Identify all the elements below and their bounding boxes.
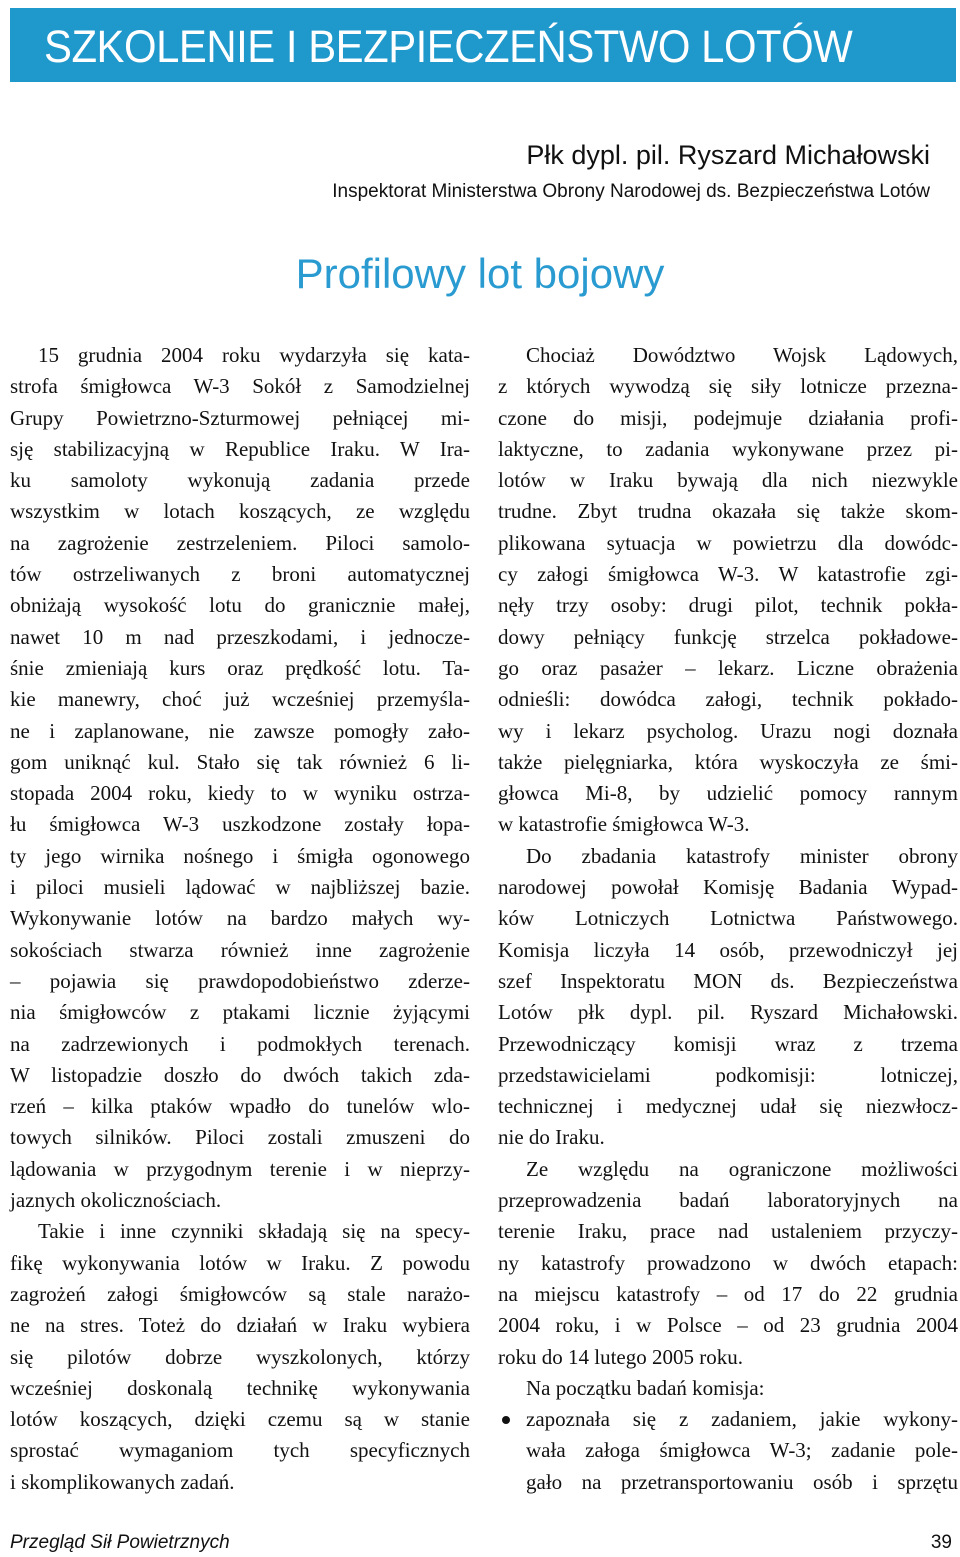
- text-line: Do zbadania katastrofy minister obrony: [526, 843, 958, 868]
- text-line: Wykonywanie lotów na bardzo małych wy-: [10, 906, 470, 931]
- text-line: na zadrzewionych i podmokłych terenach.: [10, 1031, 470, 1056]
- author-affiliation: Inspektorat Ministerstwa Obrony Narodowej ds. Bezpieczeństwa Lotów: [332, 181, 930, 202]
- text-line: ty jego wirnika nośnego i śmigła ogonowego: [10, 843, 470, 868]
- text-line: kie manewry, choć już wcześniej przemyśla-: [10, 687, 470, 712]
- section-title: SZKOLENIE I BEZPIECZEŃSTWO LOTÓW: [44, 21, 853, 72]
- text-line: technicznej i medycznej udał się niezwłocz-: [498, 1094, 958, 1119]
- text-line: stopada 2004 roku, kiedy to w wyniku ostrza-: [10, 781, 470, 806]
- text-line: plikowana sytuacja w powietrzu dla dowódc-: [498, 530, 958, 555]
- text-line: także pielęgniarka, która wyskoczyła ze śmi-: [498, 749, 958, 774]
- bullet-dot: [502, 1416, 510, 1424]
- text-line: sję stabilizacyjną w Republice Iraku. W Ira-: [10, 436, 470, 461]
- text-line: tów ostrzeliwanych z broni automatycznej: [10, 562, 470, 587]
- text-line: towych silników. Piloci zostali zmuszeni do: [10, 1125, 470, 1150]
- text-line: 2004 roku, i w Polsce – od 23 grudnia 2004: [498, 1313, 958, 1338]
- text-line: czone do misji, podejmuje działania profi-: [498, 405, 958, 430]
- text-line: strofa śmigłowca W-3 Sokół z Samodzielnej: [10, 374, 470, 399]
- text-line: ków Lotniczych Lotnictwa Państwowego.: [498, 906, 958, 931]
- text-line: jaznych okolicznościach.: [10, 1188, 222, 1213]
- text-line: nia śmigłowców z ptakami licznie żyjącymi: [10, 1000, 470, 1025]
- text-line: fikę wykonywania lotów w Iraku. Z powodu: [10, 1250, 470, 1275]
- text-line: Na początku badań komisja:: [526, 1375, 765, 1400]
- page-number: 39: [930, 1532, 952, 1553]
- text-line: na miejscu katastrofy – od 17 do 22 grudnia: [498, 1281, 958, 1306]
- text-line: ku samoloty wykonują zadania przede: [10, 468, 470, 493]
- text-line: i skomplikowanych zadań.: [10, 1469, 235, 1494]
- author-name: Płk dypl. pil. Ryszard Michałowski: [526, 140, 930, 170]
- text-line: gało na przetransportowaniu osób i sprzętu: [526, 1469, 958, 1494]
- text-line: ny katastrofy prowadzono w dwóch etapach:: [498, 1250, 958, 1275]
- text-line: na zagrożenie zestrzeleniem. Piloci samolo-: [10, 530, 470, 555]
- text-line: gom uniknąć kul. Stało się tak również 6 li-: [10, 749, 470, 774]
- text-line: zapoznała się z zadaniem, jakie wykony-: [526, 1407, 958, 1432]
- text-line: dowy pełniący funkcję strzelca pokładowe-: [498, 624, 958, 649]
- text-line: śnie zmieniają kurs oraz prędkość lotu. Ta-: [10, 655, 470, 680]
- text-line: terenie Iraku, prace nad ustaleniem przyczy-: [498, 1219, 958, 1244]
- text-line: narodowej powołał Komisję Badania Wypad-: [498, 875, 958, 900]
- text-line: W listopadzie doszło do dwóch takich zda-: [10, 1062, 470, 1087]
- text-line: 15 grudnia 2004 roku wydarzyła się kata-: [38, 343, 470, 367]
- text-line: Lotów płk dypl. pil. Ryszard Michałowski.: [498, 1000, 958, 1025]
- text-line: Ze względu na ograniczone możliwości: [526, 1156, 958, 1181]
- text-line: ne i zaplanowane, nie zawsze pomogły zało-: [10, 718, 470, 743]
- text-line: Grupy Powietrzno-Szturmowej pełniącej mi-: [10, 405, 470, 430]
- text-line: łu śmigłowca W-3 uszkodzone zostały łopa-: [10, 812, 470, 837]
- text-line: go oraz pasażer – lekarz. Liczne obrażenia: [498, 655, 958, 680]
- text-line: nie do Iraku.: [498, 1125, 605, 1150]
- journal-name: Przegląd Sił Powietrznych: [10, 1532, 230, 1553]
- text-line: Przewodniczący komisji wraz z trzema: [498, 1031, 958, 1056]
- text-line: – pojawia się prawdopodobieństwo zderze-: [10, 968, 470, 993]
- text-line: Komisja liczyła 14 osób, przewodniczył jej: [498, 937, 958, 962]
- text-line: w katastrofie śmigłowca W-3.: [498, 812, 750, 837]
- text-line: nęły trzy osoby: drugi pilot, technik pokła-: [498, 593, 958, 618]
- text-line: z których wywodzą się siły lotnicze przezna-: [498, 374, 958, 399]
- text-line: wy i lekarz psycholog. Urazu nogi doznała: [498, 718, 958, 743]
- text-line: lądowania w przygodnym terenie i w nieprzy-: [10, 1156, 470, 1181]
- text-line: lotów w Iraku bywają dla nich niezwykle: [498, 468, 958, 493]
- text-line: laktyczne, to zadania wykonywane przez pi-: [498, 436, 958, 461]
- text-line: Chociaż Dowództwo Wojsk Lądowych,: [526, 343, 958, 367]
- article-title: Profilowy lot bojowy: [295, 250, 665, 297]
- text-line: sprostać wymaganiom tych specyficznych: [10, 1438, 470, 1463]
- text-line: ne na stres. Toteż do działań w Iraku wybiera: [10, 1313, 470, 1338]
- text-line: nawet 10 m nad przeszkodami, i jednocze-: [10, 624, 470, 649]
- text-line: cy załogi śmigłowca W-3. W katastrofie zgi-: [498, 562, 958, 587]
- text-line: sokościach stwarza również inne zagrożenie: [10, 937, 470, 962]
- text-line: szef Inspektoratu MON ds. Bezpieczeństwa: [498, 968, 958, 993]
- text-line: wała załoga śmigłowca W-3; zadanie pole-: [526, 1438, 958, 1463]
- text-line: przeprowadzenia badań laboratoryjnych na: [498, 1188, 958, 1213]
- text-line: głowca Mi-8, by udzielić pomocy rannym: [498, 781, 958, 806]
- text-line: rzeń – kilka ptaków wpadło do tunelów wlo-: [10, 1094, 470, 1119]
- right-column: [498, 340, 958, 1498]
- text-line: obniżają wysokość lotu do granicznie małej,: [10, 593, 470, 618]
- text-line: Takie i inne czynniki składają się na specy-: [38, 1219, 470, 1244]
- text-line: lotów koszących, dzięki czemu są w stanie: [10, 1407, 470, 1432]
- text-line: roku do 14 lutego 2005 roku.: [498, 1344, 743, 1369]
- text-line: trudne. Zbyt trudna okazała się także skom-: [498, 499, 958, 524]
- text-line: wszystkim w lotach koszących, ze względu: [10, 499, 470, 524]
- text-line: się pilotów dobrze wyszkolonych, którzy: [10, 1344, 470, 1369]
- text-line: przedstawicielami podkomisji: lotniczej,: [498, 1062, 958, 1087]
- text-line: zagrożeń załogi śmigłowców są stale narażo-: [10, 1281, 470, 1306]
- bullet-item: [498, 1404, 958, 1498]
- text-line: odnieśli: dowódca załogi, technik pokłado-: [498, 687, 958, 712]
- text-line: wcześniej doskonalą technikę wykonywania: [10, 1375, 470, 1400]
- text-line: i piloci musieli lądować w najbliższej bazie.: [10, 875, 470, 900]
- left-column: [10, 340, 470, 1498]
- section-banner: [10, 8, 956, 82]
